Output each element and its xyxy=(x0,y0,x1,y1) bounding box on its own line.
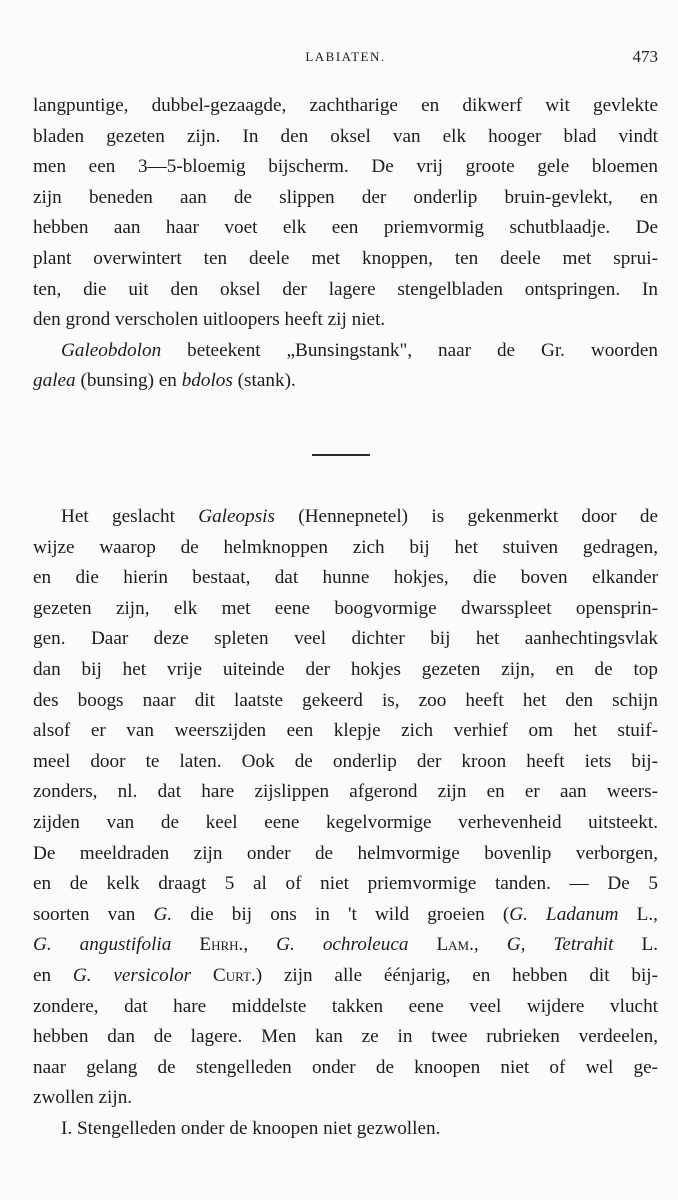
text-line: alsof er van weerszijden een klepje zich verhief om het stuif- xyxy=(33,720,658,742)
species-name: G, Tetrahit xyxy=(506,934,614,956)
text-line: De meeldraden zijn onder de helmvormige bovenlip verborgen, xyxy=(33,842,658,864)
text-line: zijn beneden aan de slippen der onderlip bruin-gevlekt, en xyxy=(33,186,658,208)
text-line: wijze waarop de helmknoppen zich bij het stuiven gedragen, xyxy=(33,536,658,558)
section-divider xyxy=(312,454,370,456)
text-block-main xyxy=(33,502,658,1144)
text-line: zijden van de keel eene kegelvormige verhevenheid uitsteekt. xyxy=(33,811,658,833)
text-line: zwollen zijn. xyxy=(33,1087,133,1109)
text-line: en G. versicolor Curt.) zijn alle éénjarig, en hebben dit bij- xyxy=(33,964,658,986)
species-name: G. angustifolia xyxy=(33,934,172,956)
text-line: soorten van G. die bij ons in 't wild groeien (G. Ladanum L., xyxy=(33,903,658,925)
text-line: galea (bunsing) en bdolos (stank). xyxy=(33,370,296,392)
species-name: G. Ladanum xyxy=(509,903,619,925)
text-line: naar gelang de stengelleden onder de knoopen niet of wel ge- xyxy=(33,1056,658,1078)
text-line: zonders, nl. dat hare zijslippen afgerond zijn en er aan weers- xyxy=(33,781,658,803)
section-heading: I. Stengelleden onder de knoopen niet gezwollen. xyxy=(61,1117,441,1139)
text-line: dan bij het vrije uiteinde der hokjes gezeten zijn, en de top xyxy=(33,658,658,680)
text-line: G. angustifolia Ehrh., G. ochroleuca Lam., G, Tetrahit L. xyxy=(33,934,659,956)
text-line: hebben aan haar voet elk een priemvormig schutblaadje. De xyxy=(33,217,658,239)
text-line: gen. Daar deze spleten veel dichter bij het aanhechtingsvlak xyxy=(33,628,658,650)
greek-word: bdolos xyxy=(181,370,233,392)
author-name: Curt. xyxy=(191,964,256,986)
text-line: men een 3—5-bloemig bijscherm. De vrij groote gele bloemen xyxy=(33,156,658,178)
text-line: plant overwintert ten deele met knoppen, ten deele met sprui- xyxy=(33,247,658,269)
text-line: gezeten zijn, elk met eene boogvormige dwarsspleet opensprin- xyxy=(33,597,658,619)
text-line: des boogs naar dit laatste gekeerd is, zoo heeft het den schijn xyxy=(33,689,658,711)
genus-name: Galeopsis xyxy=(198,506,275,527)
running-title: LABIATEN. xyxy=(305,49,386,64)
page-header xyxy=(33,49,658,71)
species-name: G. versicolor xyxy=(72,964,192,986)
text-line: Het geslacht Galeopsis (Hennepnetel) is gekenmerkt door de xyxy=(61,506,658,527)
text-line: zondere, dat hare middelste takken eene veel wijdere vlucht xyxy=(33,995,658,1017)
greek-word: galea xyxy=(33,370,76,392)
author-name: L. xyxy=(613,934,659,956)
text-line: bladen gezeten zijn. In den oksel van elk hooger blad vindt xyxy=(33,125,658,147)
text-line: ten, die uit den oksel der lagere stengelbladen ontspringen. In xyxy=(33,278,658,300)
author-name: Ehrh. xyxy=(171,934,244,956)
text-line: langpuntige, dubbel-gezaagde, zachtharige en dikwerf wit gevlekte xyxy=(33,95,658,116)
genus-abbrev: G. xyxy=(153,903,173,925)
text-line: Galeobdolon beteekent „Bunsingstank", naar de Gr. woorden xyxy=(61,339,658,361)
text-line: den grond verscholen uitloopers heeft zij niet. xyxy=(33,309,386,331)
species-name: G. ochroleuca xyxy=(276,934,409,956)
page-number: 473 xyxy=(632,47,658,66)
author-name: Lam. xyxy=(408,934,474,956)
text-line: hebben dan de lagere. Men kan ze in twee rubrieken verdeelen, xyxy=(33,1026,658,1048)
text-line: en de kelk draagt 5 al of niet priemvormige tanden. — De 5 xyxy=(33,873,658,895)
text-line: meel door te laten. Ook de onderlip der kroon heeft iets bij- xyxy=(33,750,658,772)
genus-name: Galeobdolon xyxy=(61,339,162,361)
text-block-top xyxy=(33,91,658,397)
text-line: en die hierin bestaat, dat hunne hokjes, die boven elkander xyxy=(33,567,658,589)
